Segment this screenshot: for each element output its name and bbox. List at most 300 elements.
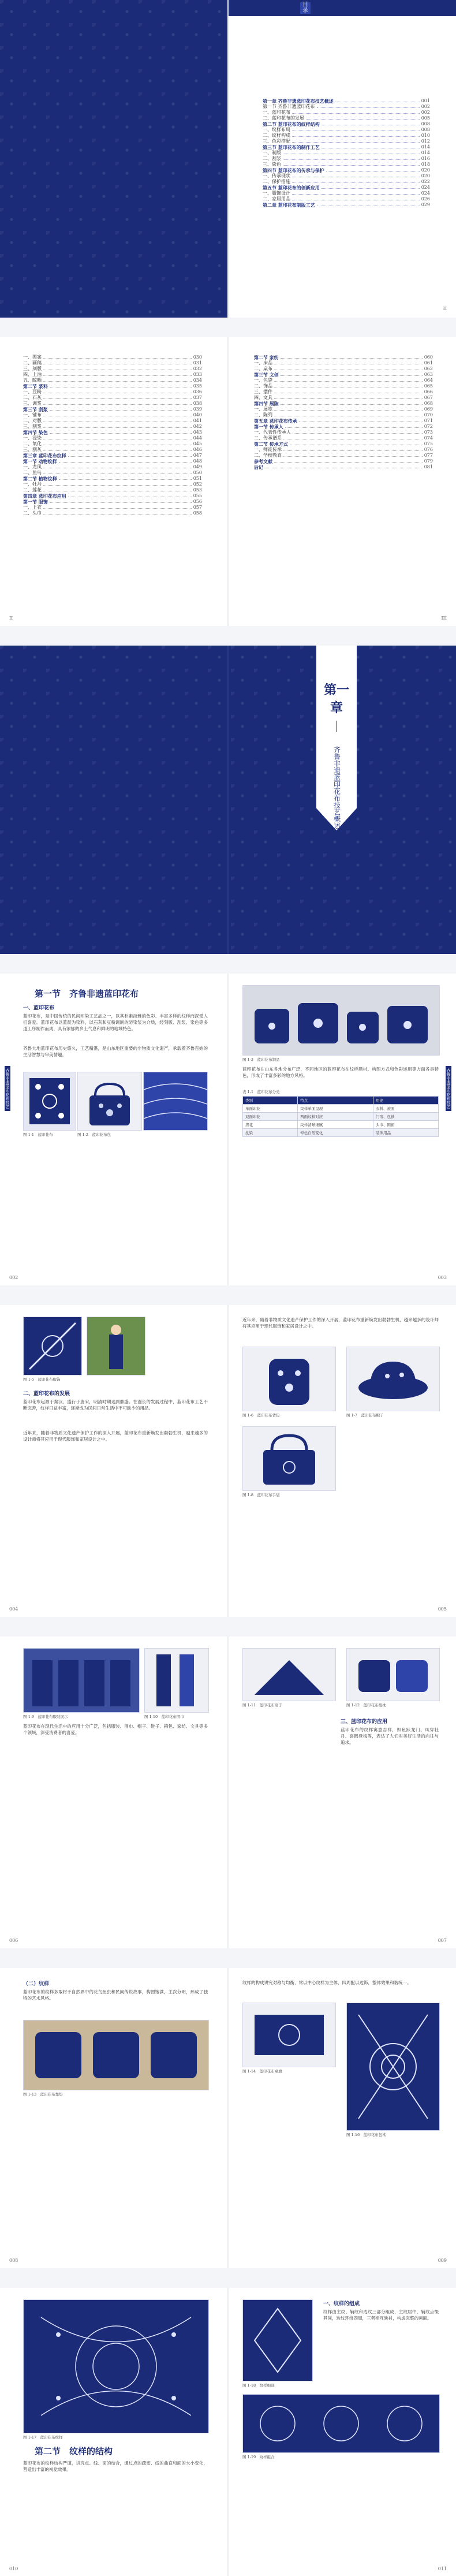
toc-leader [43,404,192,405]
toc-entry[interactable] [254,441,433,447]
toc-entry[interactable] [254,383,433,389]
toc-spread-1 [0,0,456,318]
photo-blue-fabric-roll [143,1072,208,1131]
toc-entry-page: 002 [421,104,430,109]
toc-entry[interactable] [23,378,202,383]
toc-entry[interactable] [23,482,202,487]
figure-caption: 图 1-16 蓝印花布包袱 [346,2133,386,2137]
table-cell: 门帘、包袱 [373,1113,438,1121]
subsection-title: 一、纹样的组成 [323,2301,360,2307]
toc-entry-page: 032 [193,366,202,371]
toc-entry[interactable] [23,383,202,389]
toc-leader [281,358,423,359]
toc-leader [283,159,420,160]
toc-leader [292,136,420,137]
toc-entry-title: 一、包袋 [254,378,272,383]
toc-entry-page: 018 [421,162,430,167]
toc-entry-page: 033 [193,372,202,377]
toc-entry[interactable] [254,424,433,430]
toc-entry[interactable] [263,121,430,127]
spread-separator [0,954,456,974]
toc-entry[interactable] [23,401,202,407]
toc-entry-page: 008 [421,121,430,126]
gutter [227,1968,229,2268]
toc-entry[interactable] [254,372,433,378]
toc-entry[interactable] [23,453,202,458]
toc-entry[interactable] [23,458,202,464]
chapter-label: 第一章 [323,683,349,715]
toc-leader [50,410,192,411]
toc-entry-title: 二、学校教育 [254,453,282,458]
spread-separator [0,1948,456,1968]
toc-entry-page: 014 [421,144,430,150]
toc-entry[interactable] [263,127,430,133]
toc-entry-title: 第二节 家纺 [254,355,279,360]
toc-entry[interactable] [263,133,430,139]
toc-entry[interactable] [263,179,430,185]
photo-blue-cloth [23,1072,76,1131]
toc-entry[interactable] [23,487,202,493]
toc-entry-page: 038 [193,401,202,406]
toc-entry-page: 022 [421,179,430,184]
paragraph: 纹样由主纹、辅纹和边纹三部分组成，主纹居中，辅纹点缀其间，边纹环绕四周，三者相互映衬，构成完整的画面。 [323,2309,439,2321]
toc-entry-page: 046 [193,447,202,452]
toc-entry-title: 一、制版 [263,150,281,155]
toc-entry-page: 005 [421,115,430,121]
toc-entry-page: 067 [424,395,433,400]
photo-cushions [23,2020,209,2090]
photo-scarves [144,1648,209,1713]
paragraph: 蓝印花布在现代生活中的应用十分广泛，包括服装、围巾、帽子、鞋子、箱包、家纺、文具等多个领域，深受消费者的喜爱。 [23,1724,208,1735]
figure-caption: 图 1-12 蓝印花布抱枕 [346,1703,386,1708]
toc-entry-page: 044 [193,435,202,441]
toc-entry-title: 第四节 蓝印花布的传承与保护 [263,167,324,173]
toc-entry-page: 074 [424,435,433,441]
spread-separator [0,2268,456,2288]
toc-entry-title: 三、染色 [263,162,281,167]
table-cell: 衣料、被面 [373,1105,438,1113]
toc-entry-page: 056 [193,499,202,504]
toc-entry-title: 五、晾晒 [23,378,42,383]
toc-entry-title: 二、氧化 [23,441,42,446]
toc-entry-page: 064 [424,378,433,383]
spread-separator [0,626,456,646]
toc-entry-title: 一、铺布 [23,412,42,417]
section-title: 第一节 齐鲁非遗蓝印花布 [35,989,139,999]
toc-entry[interactable] [263,185,430,191]
toc-entry-title: 二、莲花 [23,487,42,493]
side-tab: 齐鲁非遗蓝印花布技艺 [446,1066,451,1111]
section3-spread [0,1636,456,1948]
toc-entry-title: 一、龙凤 [23,464,42,469]
toc-entry[interactable] [23,493,202,499]
toc-entry-page: 029 [421,202,430,207]
photo-pillows [346,1648,440,1701]
page-number-left: 006 [9,1938,18,1943]
photo-wrap-cloth [346,2003,440,2131]
page-number-right: 003 [438,1275,447,1280]
toc-entry-title: 第二节 浆料 [23,383,48,389]
figure-caption: 图 1-18 纹样细部 [242,2383,275,2388]
paragraph: 齐鲁大地蓝印花布历史悠久，工艺精湛，是山东地区重要的非物质文化遗产，承载着齐鲁百姓的生活智慧与审美情趣。 [23,1046,208,1057]
toc-entry[interactable] [254,453,433,458]
toc-entry[interactable] [23,424,202,430]
gutter [227,974,229,1285]
toc-entry-page: 070 [424,412,433,417]
section1-spread [0,974,456,1285]
toc-entry[interactable] [23,441,202,447]
toc-entry[interactable] [23,412,202,418]
toc-entry-title: 第四章 蓝印花布应用 [23,493,66,499]
gutter [227,646,229,954]
toc-cover-left [0,0,228,318]
paragraph: 蓝印花布起源于秦汉，盛行于唐宋，明清时期达到鼎盛。在漫长的发展过程中，蓝印花布工艺不断完善，纹样日益丰富，逐渐成为民间日常生活中不可缺少的用品。 [23,1399,208,1411]
toc-leader [50,433,192,434]
toc-leader [281,375,423,376]
toc-entry[interactable] [254,418,433,424]
toc-entry[interactable] [254,395,433,401]
toc-entry-page: 076 [424,447,433,452]
section2-spread [0,1305,456,1617]
table-cell: 头巾、围裙 [373,1121,438,1129]
figure-caption: 图 1-9 蓝印花布服装展示 [23,1714,68,1719]
toc-entry-page: 043 [193,430,202,435]
table-cell: 纹样清晰细腻 [298,1121,373,1129]
toc-entry-title: 第五节 蓝印花布的创新应用 [263,185,320,191]
toc-entry[interactable] [254,355,433,360]
toc-list-1 [263,98,430,208]
toc-leader [283,456,423,457]
toc-leader [274,398,423,399]
toc-leader [50,502,192,503]
toc-entry-title: 一、代表性传承人 [254,430,291,435]
toc-entry-page: 034 [193,378,202,383]
toc-entry[interactable] [23,395,202,401]
toc-entry-title: 二、饰品 [254,383,272,389]
toc-entry-title: 一、蓝印花布 [263,110,290,115]
toc-entry-title: 二、陈列 [254,412,272,417]
toc-entry[interactable] [23,470,202,476]
toc-entry-page: 079 [424,458,433,464]
paragraph: 纹样的构成讲究对称与均衡，常以中心纹样为主体，四周配以边饰，整体效果和谐统一。 [242,1980,412,1985]
toc-entry-page: 001 [421,98,430,103]
toc-entry-page: 075 [424,441,433,446]
table-cell: 双面印花 [243,1113,298,1121]
toc-entry-title: 第四节 展陈 [254,401,279,407]
spread-separator [0,1617,456,1636]
page-number-right: 005 [438,1606,447,1612]
toc-list-2-right [254,355,433,470]
toc-entry-page: 052 [193,482,202,487]
page-number-left: 002 [9,1275,18,1280]
toc-entry-page: 037 [193,395,202,400]
toc-entry[interactable] [23,476,202,482]
photo-table-runner [242,2003,336,2067]
figure-caption: 图 1-11 蓝印花布扇子 [242,1703,282,1708]
toc-leader [306,119,420,120]
toc-entry-page: 030 [193,355,202,360]
table-row [243,1129,439,1137]
toc-entry-title: 二、鱼鸟 [23,470,42,475]
toc-entry[interactable] [23,499,202,505]
toc-entry-title: 一、纹样布局 [263,127,290,132]
toc-entry[interactable] [23,447,202,453]
toc-entry-page: 041 [193,418,202,423]
gutter [227,0,229,318]
toc-entry[interactable] [23,407,202,412]
toc-entry[interactable] [23,389,202,395]
toc-entry-title: 第三节 蓝印花布的制作工艺 [263,144,320,150]
toc-entry-title: 二、传承谱系 [254,435,282,441]
toc-leader [292,113,420,114]
toc-entry[interactable] [254,378,433,383]
toc-entry-page: 048 [193,458,202,464]
toc-entry-title: 一、展览 [254,407,272,412]
toc-leader [43,508,192,509]
toc-entry[interactable] [254,447,433,453]
paragraph: 蓝印花布的纹样结构严谨，讲究点、线、面的结合，通过点的疏密、线的曲直和面的大小变化，营造出丰富的视觉效果。 [23,2461,208,2472]
toc-entry[interactable] [23,372,202,378]
toc-entry-title: 一、床品 [254,360,272,366]
toc-entry[interactable] [263,167,430,173]
photo-pattern-combo [242,2394,440,2453]
paragraph: 蓝印花布，是中国传统的民间印染工艺品之一，以其朴素淡雅的色彩、丰富多样的纹样而深受人们喜爱。蓝印花布以蓝靛为染料，以石灰和豆粉调制的防染浆为介质，经刻版、刮浆、染色等多道工序制作而成，具有浓郁的乡土气息和鲜明的地域特色。 [23,1013,208,1031]
toc-leader [293,433,423,434]
toc-entry[interactable] [263,156,430,162]
toc-entry-page: 063 [424,372,433,377]
toc-entry[interactable] [23,418,202,424]
figure-caption: 图 1-10 蓝印花布围巾 [144,1714,184,1719]
toc-entry-title: 三、调浆 [23,401,42,406]
toc-entry[interactable] [254,435,433,441]
toc-entry[interactable] [254,430,433,435]
section4-spread [0,1968,456,2268]
figure-caption: 图 1-8 蓝印花布手袋 [242,1493,280,1497]
toc-entry[interactable] [263,104,430,110]
toc-entry-page: 071 [424,418,433,423]
page-number-left: 004 [9,1606,18,1612]
toc-entry-title: 二、头巾 [23,510,42,516]
toc-leader [317,107,420,108]
toc-entry[interactable] [263,202,430,208]
toc-leader [281,404,423,405]
toc-entry-title: 第三章 蓝印花布纹样 [23,453,66,458]
photo-blue-scarf [23,1317,82,1375]
toc-entry-title: 第二节 植物纹样 [23,476,57,482]
page-number-right: 011 [438,2566,447,2571]
toc-entry[interactable] [23,430,202,435]
subsection-title: 二、蓝印花布的发展 [23,1391,70,1397]
subsection-title: （二）纹样 [23,1981,50,1987]
toc-entry-title: 一、浸染 [23,435,42,441]
table-header-cell: 类别 [243,1097,298,1105]
table-header-cell: 特点 [298,1097,373,1105]
toc-entry[interactable] [263,98,430,104]
figure-caption: 图 1-7 蓝印花布帽子 [346,1413,384,1418]
toc-entry[interactable] [23,435,202,441]
toc-entry-page: 057 [193,505,202,510]
toc-entry[interactable] [23,360,202,366]
toc-entry-title: 第三节 刮浆 [23,407,48,412]
toc-entry[interactable] [263,162,430,167]
toc-entry-title: 第四节 染色 [23,430,48,435]
toc-entry-page: 020 [421,167,430,173]
toc-entry-title: 二、家居用品 [263,196,290,202]
toc-entry-page: 062 [424,366,433,371]
photo-hat [346,1347,440,1411]
toc-entry[interactable] [263,196,430,202]
toc-heading: 目 录 [300,2,311,14]
subsection-title: 一、蓝印花布 [23,1005,55,1011]
table-cell: 扎染 [243,1129,298,1137]
table-cell: 装饰用品 [373,1129,438,1137]
toc-entry[interactable] [23,505,202,510]
toc-leader [322,188,420,189]
toc-leader [274,462,423,463]
toc-leader [68,456,192,457]
toc-entry-page: 024 [421,191,430,196]
toc-leader [274,381,423,382]
toc-entry[interactable] [263,150,430,156]
toc-entry-title: 二、纹样构成 [263,133,290,138]
toc-entry-page: 049 [193,464,202,469]
spread-separator [0,1285,456,1305]
toc-leader [43,485,192,486]
toc-leader [292,182,420,183]
toc-entry[interactable] [263,191,430,196]
page-number-left: 010 [9,2566,18,2571]
toc-entry[interactable] [254,464,433,470]
toc-entry-title: 一、图案 [23,355,42,360]
table-cell: 拷花 [243,1121,298,1129]
toc-entry[interactable] [254,389,433,395]
toc-leader [43,514,192,515]
toc-entry-title: 三、刮灰 [23,447,42,452]
table-cell: 晕色自然变化 [298,1129,373,1137]
toc-entry-page: 012 [421,139,430,144]
toc-entry[interactable] [23,464,202,470]
toc-entry-title: 二、石灰 [23,395,42,400]
toc-entry-title: 一、上衣 [23,505,42,510]
toc-entry[interactable] [23,366,202,372]
table-header-cell: 用途 [373,1097,438,1105]
toc-entry-title: 三、刮浆 [23,424,42,429]
photo-clothing-display [23,1648,140,1713]
toc-entry[interactable] [263,139,430,144]
toc-leader [326,171,420,172]
toc-entry-title: 二、桌布 [254,366,272,371]
section-title: 第二节 纹样的结构 [35,2446,113,2456]
gutter [227,1305,229,1617]
toc-entry-page: 045 [193,441,202,446]
photo-pattern-large [23,2299,209,2433]
toc-leader [43,381,192,382]
chapter-opener-spread [0,646,456,954]
toc-entry-title: 一、传承现状 [263,173,290,178]
toc-entry[interactable] [263,144,430,150]
toc-entry-title: 三、摆件 [254,389,272,394]
toc-entry-page: 026 [421,196,430,202]
toc-entry-title: 参考文献 [254,458,272,464]
toc-entry-title: 第一节 传承人 [254,424,283,430]
toc-entry[interactable] [254,401,433,407]
toc-entry-title: 一、牡丹 [23,482,42,487]
toc-entry-page: 077 [424,453,433,458]
toc-entry-page: 081 [424,464,433,469]
toc-leader [43,450,192,451]
toc-entry-title: 后记 [254,464,263,470]
toc-entry[interactable] [23,510,202,516]
toc-entry[interactable] [254,412,433,418]
toc-entry-page: 072 [424,424,433,429]
toc-entry[interactable] [23,355,202,360]
toc-entry-title: 第五章 蓝印花布传承 [254,418,297,424]
toc-entry-page: 068 [424,401,433,406]
photo-pattern-detail [242,2299,313,2381]
toc-entry-page: 053 [193,487,202,493]
toc-spread-2 [0,337,456,626]
toc-entry[interactable] [254,407,433,412]
toc-entry-title: 一、服饰设计 [263,191,290,196]
toc-entry[interactable] [254,366,433,372]
toc-entry[interactable] [263,115,430,121]
figure-caption: 图 1-6 蓝印花布背包 [242,1413,280,1418]
photo-backpack [242,1347,336,1411]
toc-entry-title: 二、画稿 [23,360,42,366]
toc-entry-title: 第一节 服饰 [23,499,48,505]
toc-entry-title: 四、上油 [23,372,42,377]
toc-entry-title: 第二节 蓝印花布的纹样结构 [263,121,320,127]
figure-caption: 图 1-5 蓝印花布服饰 [23,1377,61,1382]
toc-entry-title: 三、色彩搭配 [263,139,290,144]
toc-entry-title: 二、保护措施 [263,179,290,184]
toc-leader [285,427,423,428]
table-title: 表 1-1 蓝印花布分类 [242,1090,280,1094]
classification-table [242,1096,439,1137]
toc-entry[interactable] [263,110,430,115]
toc-entry-title: 二、刮浆 [263,156,281,161]
toc-entry-page: 035 [193,383,202,389]
toc-entry-title: 二、对版 [23,418,42,423]
toc-list-2-left [23,355,202,516]
toc-entry-title: 第二章 蓝印花布制版工艺 [263,202,315,208]
toc-entry-page: 040 [193,412,202,417]
toc-entry[interactable] [254,458,433,464]
figure-caption: 图 1-13 蓝印花布靠垫 [23,2092,63,2097]
toc-entry-page: 058 [193,510,202,516]
toc-entry-page: 036 [193,389,202,394]
toc-leader [43,375,192,376]
toc-leader [59,462,192,463]
toc-leader [43,398,192,399]
toc-entry-page: 060 [424,355,433,360]
page-number-right: 007 [438,1938,447,1943]
toc-leader [59,479,192,480]
toc-entry-page: 042 [193,424,202,429]
toc-entry[interactable] [254,360,433,366]
toc-entry[interactable] [263,173,430,179]
side-tab: 齐鲁非遗蓝印花布技艺 [5,1066,10,1111]
toc-entry-page: 055 [193,493,202,498]
toc-leader [43,358,192,359]
toc-entry-page: 047 [193,453,202,458]
toc-leader [292,194,420,195]
page-number: II [443,306,447,311]
photo-bags-shelf [242,985,440,1056]
toc-entry-title: 二、蓝印花布的发展 [263,115,304,121]
toc-entry-page: 066 [424,389,433,394]
figure-caption: 图 1-3 蓝印花布制品 [242,1057,280,1062]
